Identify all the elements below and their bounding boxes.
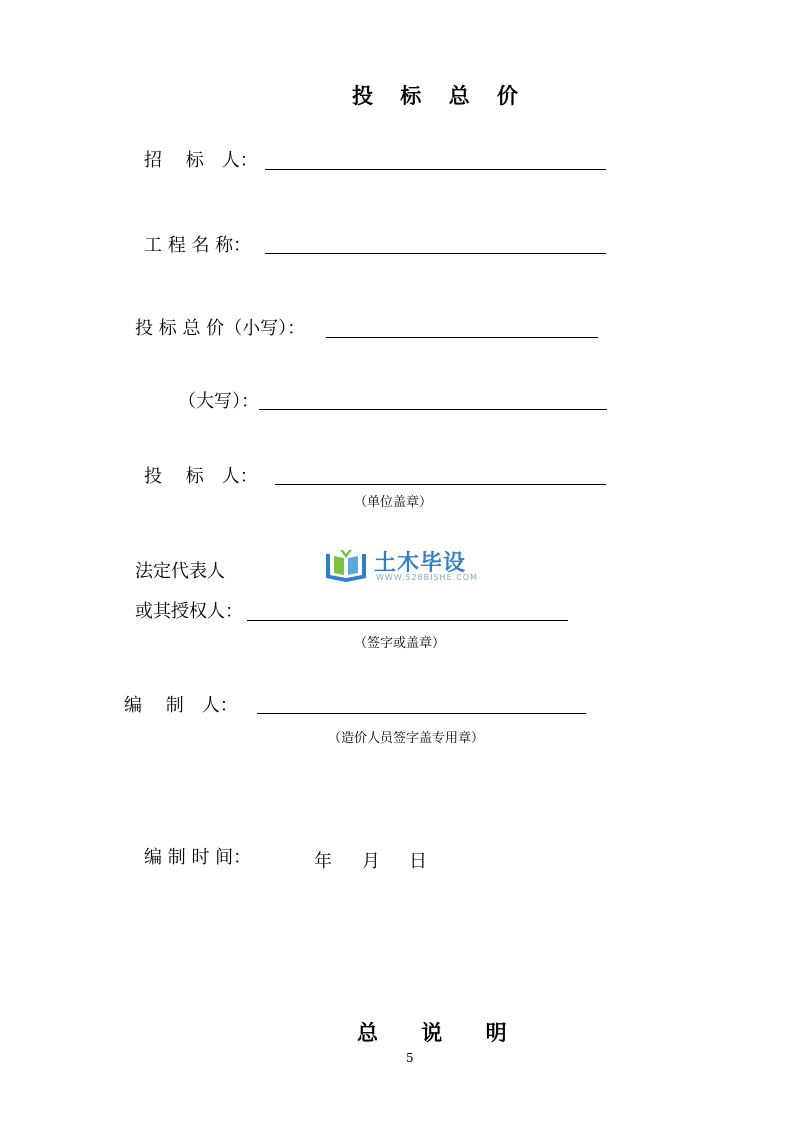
bidder-line [275,484,606,485]
month-label: 月 [362,851,380,872]
compiler-line [257,713,586,714]
project-name-line [265,253,606,254]
legal-rep-label-line1: 法定代表人 [135,561,225,582]
compiler-note: （造价人员签字盖专用章） [328,731,485,746]
bidder-note: （单位盖章） [354,495,433,510]
watermark-site: WWW.528BISHE.COM [376,573,478,582]
tenderee-label: 招 标 人： [144,150,258,171]
legal-rep-note: （签字或盖章） [354,636,446,651]
bidder-label: 投 标 人： [144,466,258,487]
compile-time-label: 编 制 时 间： [144,847,252,868]
watermark-logo [322,546,508,586]
price-small-label: 投 标 总 价（小写）： [135,318,306,339]
price-big-line [259,409,607,410]
legal-rep-line [247,620,568,621]
tenderee-line [265,169,606,170]
legal-rep-label-line2: 或其授权人： [135,601,243,622]
watermark-brand: 土木毕设 [374,551,467,576]
next-section-heading: 总 说 明 [357,1021,525,1045]
price-big-label: （大写）： [178,391,259,412]
year-label: 年 [314,851,332,872]
page-number: 5 [406,1051,414,1065]
book-logo-icon [322,546,370,586]
price-small-line [326,337,598,338]
page-title: 投 标 总 价 [352,84,528,108]
day-label: 日 [409,851,427,872]
compiler-label: 编 制 人： [124,695,238,716]
project-name-label: 工 程 名 称： [144,235,252,256]
